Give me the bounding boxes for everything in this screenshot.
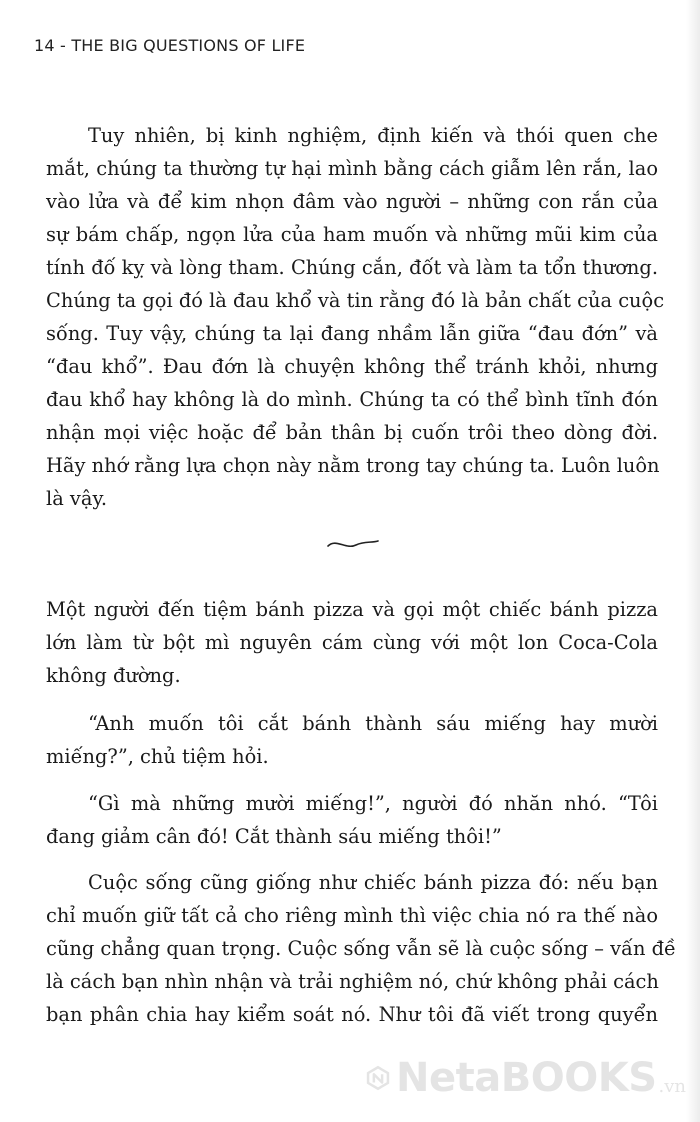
paragraph-line: Một người đến tiệm bánh pizza và gọi một chiếc bánh pizza [46,598,658,621]
paragraph-line: “đau khổ”. Đau đớn là chuyện không thể tránh khỏi, nhưng [46,355,658,378]
paragraph-line: “Gì mà những mười miếng!”, người đó nhăn nhó. “Tôi [88,792,658,815]
swash-divider-icon [326,534,380,554]
paragraph-line: đang giảm cân đó! Cắt thành sáu miếng thôi!” [46,825,502,848]
paragraph-line: tính đố kỵ và lòng tham. Chúng cắn, đốt và làm ta tổn thương. [46,256,658,279]
paragraph-line: là vậy. [46,487,107,510]
netabooks-logo-icon [366,1049,390,1107]
paragraph-line: Cuộc sống cũng giống như chiếc bánh pizza đó: nếu bạn [88,871,658,894]
header-separator: - [54,36,72,55]
paragraph-line: “Anh muốn tôi cắt bánh thành sáu miếng hay mười [88,712,658,735]
paragraph-line: không đường. [46,664,181,687]
paragraph-line: là cách bạn nhìn nhận và trải nghiệm nó, chứ không phải cách [46,970,659,993]
paragraph-line: vào lửa và để kim nhọn đâm vào người – những con rắn của [46,190,658,213]
paragraph-line: nhận mọi việc hoặc để bản thân bị cuốn trôi theo dòng đời. [46,421,658,444]
paragraph-line: sự bám chấp, ngọn lửa của ham muốn và những mũi kim của [46,223,658,246]
paragraph-2 [46,593,658,692]
page-number: 14 [34,36,55,55]
paragraph-line: bạn phân chia hay kiểm soát nó. Như tôi đã viết trong quyển [46,1003,658,1026]
page-edge-shadow [686,0,700,1122]
paragraph-4 [46,787,658,853]
paragraph-line: cũng chẳng quan trọng. Cuộc sống vẫn sẽ là cuộc sống – vấn đề [46,937,676,960]
paragraph-line: Tuy nhiên, bị kinh nghiệm, định kiến và thói quen che [88,124,658,147]
paragraph-line: Chúng ta gọi đó là đau khổ và tin rằng đó là bản chất của cuộc [46,289,665,312]
paragraph-line: lớn làm từ bột mì nguyên cám cùng với một lon Coca-Cola [46,631,658,654]
netabooks-watermark [366,1046,686,1110]
watermark-suffix: .vn [658,1075,686,1097]
paragraph-line: chỉ muốn giữ tất cả cho riêng mình thì việc chia nó ra thế nào [46,904,658,927]
running-header [34,36,305,55]
paragraph-1 [46,119,665,515]
paragraph-line: mắt, chúng ta thường tự hại mình bằng cách giẫm lên rắn, lao [46,157,658,180]
paragraph-line: miếng?”, chủ tiệm hỏi. [46,745,269,768]
paragraph-3 [46,707,658,773]
paragraph-5 [46,866,676,1031]
watermark-brand: NetaBOOKS [395,1055,657,1101]
paragraph-line: sống. Tuy vậy, chúng ta lại đang nhầm lẫn giữa “đau đớn” và [46,322,658,345]
paragraph-line: Hãy nhớ rằng lựa chọn này nằm trong tay chúng ta. Luôn luôn [46,454,660,477]
book-title: THE BIG QUESTIONS OF LIFE [71,36,306,55]
paragraph-line: đau khổ hay không là do mình. Chúng ta có thể bình tĩnh đón [46,388,658,411]
